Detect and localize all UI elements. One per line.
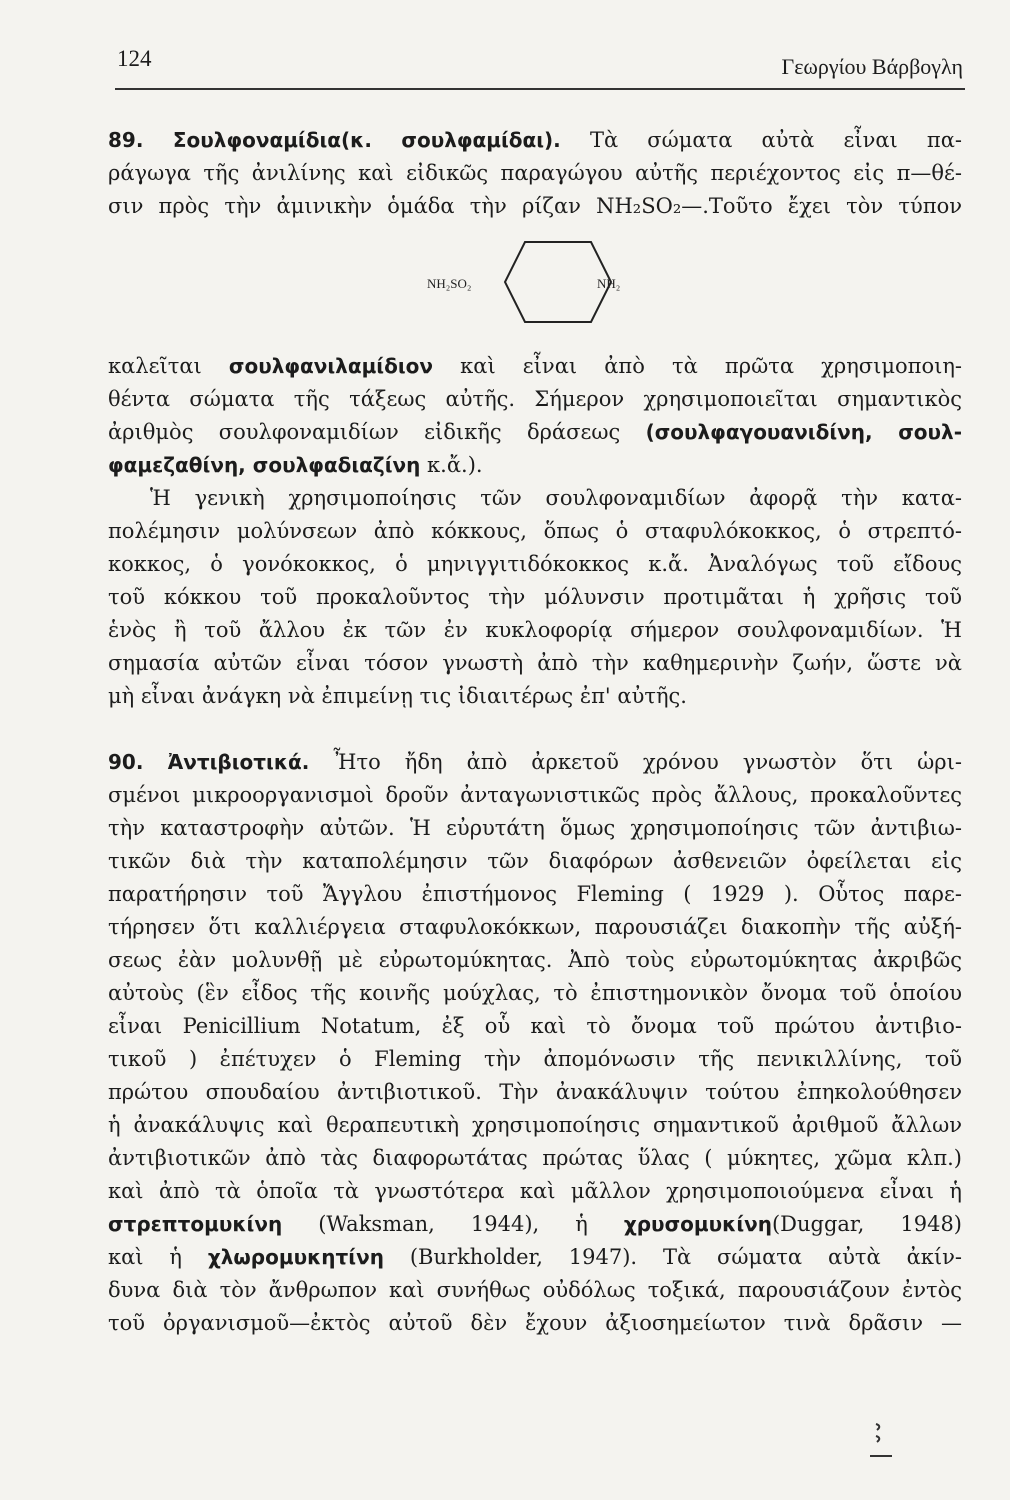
text-line: ἀντιβιοτικῶν ἀπὸ τὰς διαφορωτάτας πρώτας ὕλας ( μύκητες, χῶμα κλπ.) [108,1146,962,1170]
text-line: αὐτοὺς (ἓν εἶδος τῆς κοινῆς μούχλας, τὸ ἐπιστημονικὸν ὄνομα τοῦ ὁποίου [108,981,962,1005]
text-line: Ἡ γενικὴ χρησιμοποίησις τῶν σουλφοναμιδίων ἀφορᾷ τὴν κατα- [150,486,962,510]
text-line: ἑνὸς ἢ τοῦ ἄλλου ἐκ τῶν ἐν κυκλοφορίᾳ σήμερον σουλφοναμιδίων. Ἡ [108,618,962,642]
text-line: σμένοι μικροοργανισμοὶ δροῦν ἀνταγωνιστικῶς πρὸς ἄλλους, προκαλοῦντες [108,783,962,807]
benzene-ring [505,242,611,322]
text-line: δυνα διὰ τὸν ἄνθρωπον καὶ συνήθως οὐδόλως τοξικά, παρουσιάζουν ἐντὸς [108,1278,962,1302]
text-line: στρεπτομυκίνη (Waksman, 1944), ἡ χρυσομυκίνη(Duggar, 1948) [108,1212,963,1236]
formula-right-group: NH₂ [597,276,621,291]
page-number: 124 [117,46,152,71]
page-header [115,46,965,90]
section-number: 89. [108,128,173,152]
text-line: ἡ ἀνακάλυψις καὶ θεραπευτικὴ χρησιμοποίησις σημαντικοῦ ἀριθμοῦ ἄλλων [108,1113,962,1137]
text-line: θέντα σώματα τῆς τάξεως αὐτῆς. Σήμερον χρησιμοποιεῖται σημαντικὸς [108,387,962,411]
text-line: πρώτου σπουδαίου ἀντιβιοτικοῦ. Τὴν ἀνακάλυψιν τούτου ἐπηκολούθησεν [108,1080,962,1104]
text-line: τικοῦ ) ἐπέτυχεν ὁ Fleming τὴν ἀπομόνωσιν τῆς πενικιλλίνης, τοῦ [108,1047,962,1071]
text-line: ράγωγα τῆς ἀνιλίνης καὶ εἰδικῶς παραγώγου αὐτῆς περιέχοντος εἰς π—θέ- [108,161,962,185]
section-number: 90. [108,750,168,774]
text-line: καὶ ἀπὸ τὰ ὁποῖα τὰ γνωστότερα καὶ μᾶλλον χρησιμοποιούμενα εἶναι ἡ [108,1179,962,1203]
text-line: παρατήρησιν τοῦ Ἄγγλου ἐπιστήμονος Fleming ( 1929 ). Οὗτος παρε- [108,882,962,906]
text-line: πολέμησιν μολύνσεων ἀπὸ κόκκους, ὅπως ὁ σταφυλόκοκκος, ὁ στρεπτό- [108,519,962,543]
printer-mark [866,1420,896,1464]
text-line: σεως ἐὰν μολυνθῇ μὲ εὐρωτομύκητας. Ἀπὸ τοὺς εὐρωτομύκητας ἀκριβῶς [108,948,962,972]
bold-term: φαμεζαθίνη, σουλφαδιαζίνη [108,453,421,477]
formula-left-group: NH₂SO₂ [427,276,472,291]
text-line: σιν πρὸς τὴν ἀμινικὴν ὁμάδα τὴν ρίζαν NH₂SO₂—.Τοῦτο ἔχει τὸν τύπον [108,194,962,218]
bold-term: χλωρομυκητίνη [207,1245,384,1269]
text-line: τικῶν διὰ τὴν καταπολέμησιν τῶν διαφόρων ἀσθενειῶν ὀφείλεται εἰς [108,849,962,873]
text-line: τοῦ κόκκου τοῦ προκαλοῦντος τὴν μόλυνσιν προτιμᾶται ἡ χρῆσις τοῦ [108,585,962,609]
text-line: φαμεζαθίνη, σουλφαδιαζίνη κ.ἄ.). [108,453,483,477]
text-line: 89. Σουλφοναμίδια(κ. σουλφαμίδαι). Τὰ σώματα αὐτὰ εἶναι πα- [108,128,962,152]
bold-term: (σουλφαγουανιδίνη, σουλ- [645,420,962,444]
text-line: εἶναι Penicillium Notatum, ἐξ οὗ καὶ τὸ ὄνομα τοῦ πρώτου ἀντιβιο- [108,1014,962,1038]
section-title: Ἀντιβιοτικά. [167,750,310,774]
section-title: Σουλφοναμίδια(κ. σουλφαμίδαι). [172,128,561,152]
text-line: μὴ εἶναι ἀνάγκη νὰ ἐπιμείνῃ τις ἰδιαιτέρως ἐπ' αὐτῆς. [108,684,687,708]
sulfanilamide-structure-diagram [425,238,645,326]
bold-term: σουλφανιλαμίδιον [228,354,433,378]
text-line: τήρησεν ὅτι καλλιέργεια σταφυλοκόκκων, παρουσιάζει διακοπὴν τῆς αὐξή- [108,915,962,939]
text-line: 90. Ἀντιβιοτικά. Ἦτο ἤδη ἀπὸ ἀρκετοῦ χρόνου γνωστὸν ὅτι ὡρι- [108,750,962,774]
text-line: καλεῖται σουλφανιλαμίδιον καὶ εἶναι ἀπὸ τὰ πρῶτα χρησιμοποιη- [108,354,963,378]
text-line: τοῦ ὀργανισμοῦ—ἐκτὸς αὐτοῦ δὲν ἔχουν ἀξιοσημείωτον τινὰ δρᾶσιν — [108,1311,962,1335]
text-line: σημασία αὐτῶν εἶναι τόσον γνωστὴ ἀπὸ τὴν καθημερινὴν ζωήν, ὥστε νὰ [108,651,962,675]
text-line: κοκκος, ὁ γονόκοκκος, ὁ μηνιγγιτιδόκοκκος κ.ἄ. Ἀναλόγως τοῦ εἴδους [108,552,962,576]
bold-term: χρυσομυκίνη [623,1212,772,1236]
text-line: τὴν καταστροφὴν αὐτῶν. Ἡ εὐρυτάτη ὅμως χρησιμοποίησις τῶν ἀντιβιω- [108,816,962,840]
bold-term: στρεπτομυκίνη [108,1212,283,1236]
running-head: Γεωργίου Βάρβογλη [781,54,963,79]
text-line: ἀριθμὸς σουλφοναμιδίων εἰδικῆς δράσεως (σουλφαγουανιδίνη, σουλ- [108,420,962,444]
text-line: καὶ ἡ χλωρομυκητίνη (Burkholder, 1947). Τὰ σώματα αὐτὰ ἀκίν- [108,1245,962,1269]
